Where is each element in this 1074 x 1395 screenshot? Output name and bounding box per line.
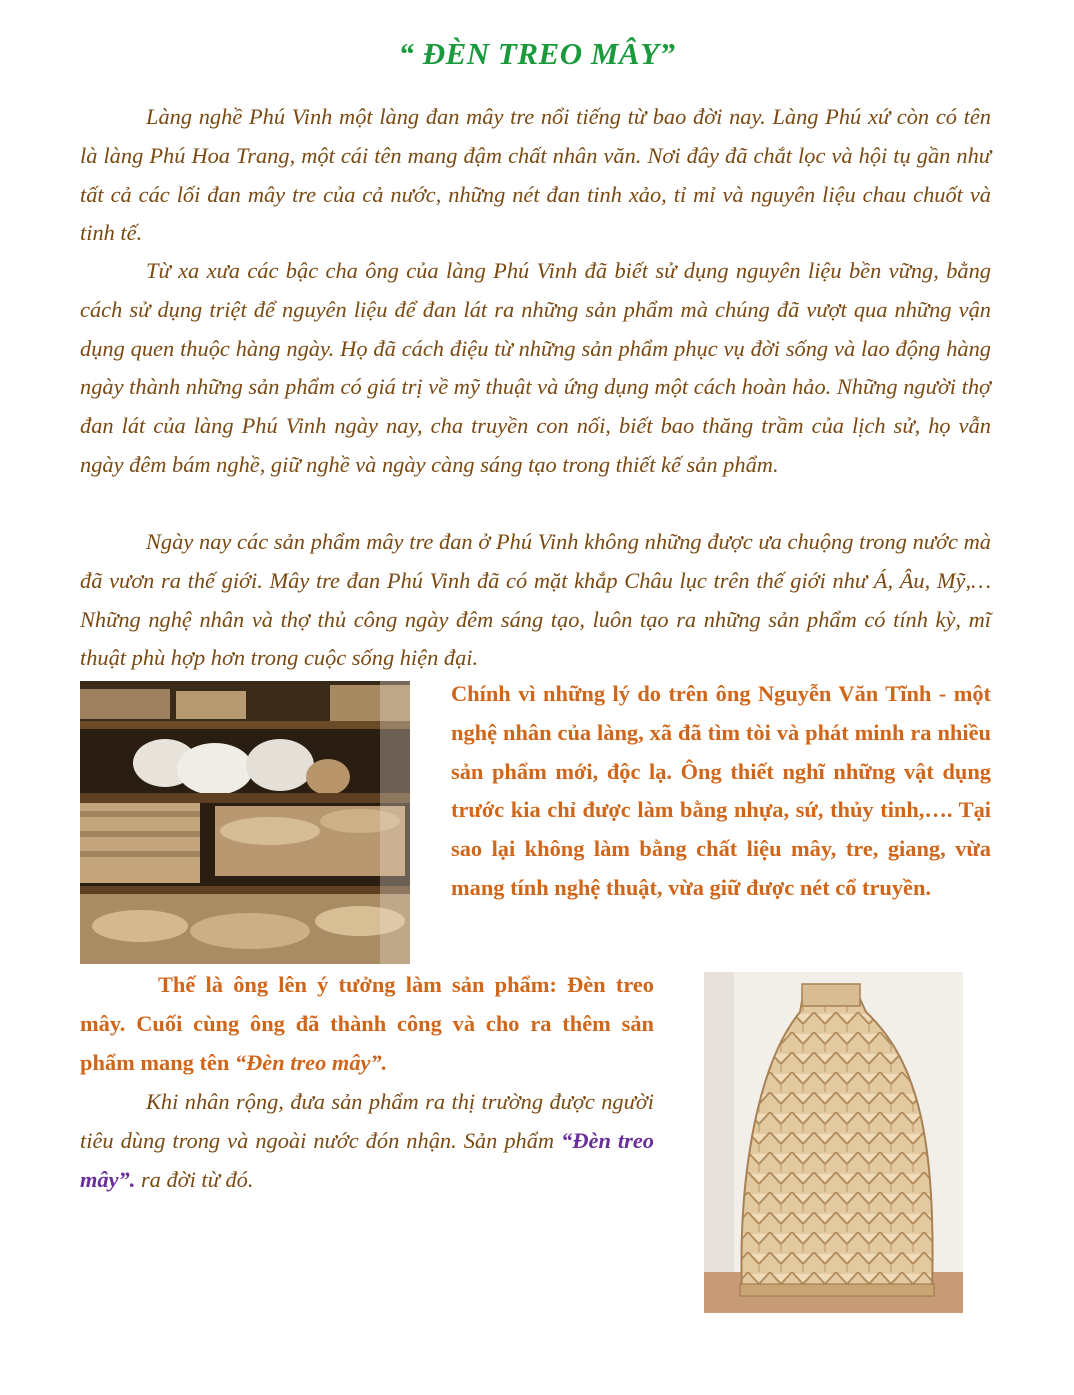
paragraph-market: [80, 1083, 654, 1199]
paragraph-today: Ngày nay các sản phẩm mây tre đan ở Phú Vinh không những được ưa chuộng trong nước mà đã vươn ra thế giới. Mây tre đan Phú Vinh đã có mặt khắp Châu lục trên thế giới như Á, Âu, Mỹ,… Những nghệ nhân và thợ thủ công ngày đêm sáng tạo, luôn tạo ra những sản phẩm có tính kỳ, mĩ thuật phù hợp hơn trong cuộc sống hiện đại.: [80, 529, 991, 671]
paragraph-idea-text: Thế là ông lên ý tưởng làm sản phẩm: Đèn treo mây. Cuối cùng ông đã thành công và cho ra thêm sản phẩm mang tên: [80, 972, 654, 1075]
page-title: “ ĐÈN TREO MÂY”: [398, 36, 676, 71]
paragraph-market-text: Khi nhân rộng, đưa sản phẩm ra thị trường được người tiêu dùng trong và ngoài nước đón nhận. Sản phẩm: [80, 1089, 654, 1153]
paragraph-history: Từ xa xưa các bậc cha ông của làng Phú Vinh đã biết sử dụng nguyên liệu bền vững, bằng cách sử dụng triệt để nguyên liệu để đan lát ra những sản phẩm mà chúng đã vượt qua những vận dụng quen thuộc hàng ngày. Họ đã cách điệu từ những sản phẩm phục vụ đời sống và lao động hàng ngày thành những sản phẩm có giá trị về mỹ thuật và ứng dụng một cách hoàn hảo. Những người thợ đan lát của làng Phú Vinh ngày nay, cha truyền con nối, biết bao thăng trầm của lịch sử, họ vẫn ngày đêm bám nghề, giữ nghề và ngày càng sáng tạo trong thiết kế sản phẩm.: [80, 258, 991, 477]
product-name-purple: “Đèn treo mây”.: [80, 1127, 654, 1192]
rattan-lamps-on-storage-shelves-photo: [80, 681, 410, 964]
paragraph-market-end: ra đời từ đó.: [135, 1166, 254, 1192]
paragraph-intro: Làng nghề Phú Vinh một làng đan mây tre nổi tiếng từ bao đời nay. Làng Phú xứ còn có tên là làng Phú Hoa Trang, một cái tên mang đậm chất nhân văn. Nơi đây đã chắt lọc và hội tụ gần như tất cả các lối đan mây tre của cả nước, những nét đan tinh xảo, tỉ mỉ và nguyên liệu chau chuốt và tinh tế.: [80, 104, 991, 246]
paragraph-idea: [80, 966, 654, 1082]
woven-rattan-pendant-lamp-photo: [704, 972, 963, 1313]
product-name-emphasis: “Đèn treo mây”.: [234, 1049, 388, 1075]
paragraph-nguyen-van-tinh: Chính vì những lý do trên ông Nguyễn Văn Tĩnh - một nghệ nhân của làng, xã đã tìm tòi và phát minh ra nhiều sản phẩm mới, độc lạ. Ông thiết nghĩ những vật dụng trước kia chỉ được làm bằng nhựa, sứ, thủy tinh,…. Tại sao lại không làm bằng chất liệu mây, tre, giang, vừa mang tính nghệ thuật, vừa giữ được nét cổ truyền.: [451, 681, 991, 900]
